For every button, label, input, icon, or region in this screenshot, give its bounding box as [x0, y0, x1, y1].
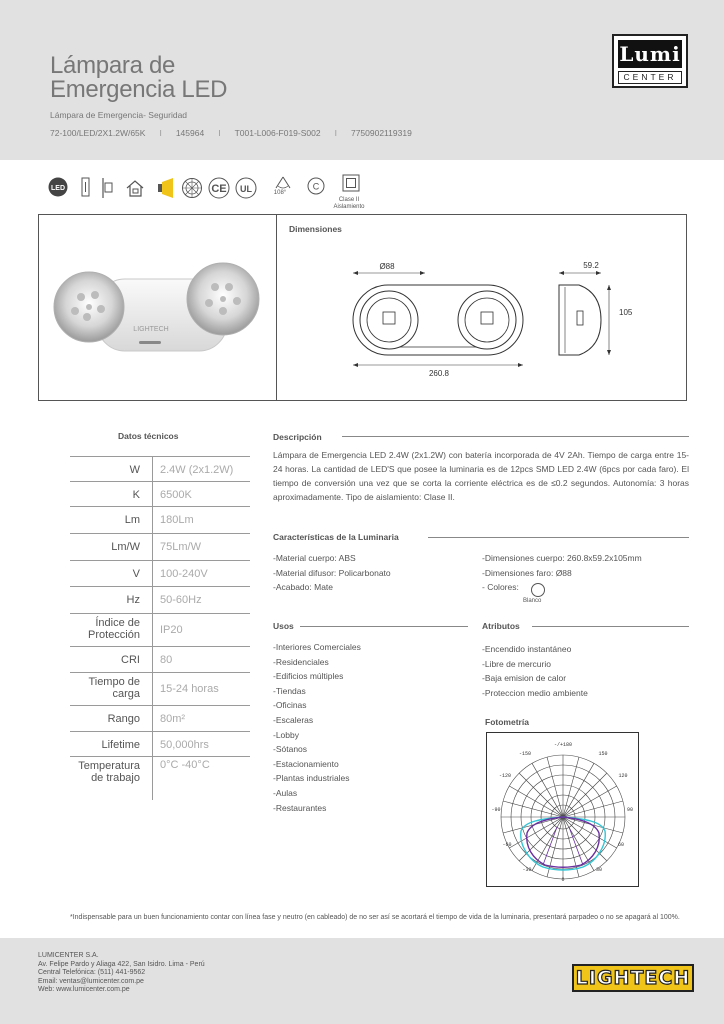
svg-text:CE: CE: [211, 183, 227, 195]
product-brand-mark: LIGHTECH: [133, 326, 169, 333]
spec-row: [70, 672, 250, 705]
photometry-chart: [486, 732, 639, 887]
list-item: - Colores:: [482, 582, 519, 593]
uses-rule: [300, 626, 468, 627]
list-item: -Acabado: Mate: [273, 582, 334, 593]
label-p30: 30: [595, 867, 603, 873]
class-label-line2: Aislamiento: [333, 204, 365, 210]
list-item: -Material difusor: Policarbonato: [273, 567, 391, 578]
spec-value: 75Lm/W: [160, 541, 201, 553]
copyright-icon: [307, 177, 325, 195]
product-codes: [50, 128, 412, 138]
spec-value: 50-60Hz: [160, 594, 202, 606]
spec-value: 100-240V: [160, 568, 208, 580]
photometry-title: Fotometría: [485, 717, 529, 727]
company-address: Av. Felipe Pardo y Aliaga 422, San Isidro. Lima - Perú: [38, 960, 205, 968]
spec-row: [70, 646, 250, 672]
label-m120: -120: [498, 773, 512, 779]
label-180: -/+180: [553, 742, 573, 748]
wall-icon: [100, 176, 118, 200]
page-subtitle: Lámpara de Emergencia- Seguridad: [50, 110, 188, 120]
mounting-icon: [80, 176, 92, 200]
attributes-rule: [532, 626, 689, 627]
product-box: [38, 214, 687, 401]
list-item: -Edificios múltiples: [273, 671, 344, 682]
logo-top-text: Lumi: [619, 42, 681, 66]
box-divider: [276, 215, 277, 400]
description-title: Descripción: [273, 432, 322, 442]
spec-value: 0°C -40°C: [160, 759, 210, 771]
svg-text:LED: LED: [51, 185, 65, 192]
logo-bottom-text: CENTER: [618, 71, 682, 84]
page-title: [50, 54, 227, 102]
spec-key: W: [129, 464, 140, 476]
list-item: -Proteccion medio ambiente: [482, 687, 588, 698]
list-item: -Dimensiones cuerpo: 260.8x59.2x105mm: [482, 553, 642, 563]
list-item: -Encendido instantáneo: [482, 644, 572, 654]
spec-key: Temperatura de trabajo: [78, 760, 140, 784]
list-item: -Lobby: [273, 729, 299, 740]
code-reference: T001-L006-F019-S002: [234, 128, 321, 138]
features-right-list: [482, 551, 642, 595]
footnote: *Indispensable para un buen funcionamiento contar con línea fase y neutro (en cableado) de no ser así se acortará el tiempo de vida de la luminaria, presentará parpadeo o no se apagará al 100%.: [70, 914, 680, 921]
class-ii-icon: [342, 174, 360, 192]
dimensions-title: Dimensiones: [289, 224, 342, 234]
code-separator: I: [334, 128, 337, 138]
beam-icon: [156, 176, 176, 200]
company-name: LUMICENTER S.A.: [38, 952, 99, 959]
label-m60: -60: [502, 842, 512, 848]
spec-row: [70, 456, 250, 481]
spec-key: Lm/W: [111, 541, 140, 553]
spec-row: [70, 756, 250, 789]
class-label-line1: Clase II: [338, 197, 360, 203]
svg-text:UL: UL: [240, 184, 252, 194]
list-item: -Libre de mercurio: [482, 658, 551, 669]
spec-row: [70, 506, 250, 533]
list-item: -Estacionamiento: [273, 758, 339, 769]
spec-value: 80m²: [160, 713, 186, 725]
spec-key: Lm: [124, 514, 140, 526]
spec-row: [70, 560, 250, 586]
features-title: Características de la Luminaria: [273, 532, 399, 542]
list-item: -Interiores Comerciales: [273, 642, 361, 652]
company-email[interactable]: Email: ventas@lumicenter.com.pe: [38, 977, 144, 985]
label-p150: 150: [598, 751, 608, 757]
spec-row: [70, 613, 250, 646]
list-item: -Material cuerpo: ABS: [273, 553, 356, 563]
uses-title: Usos: [273, 621, 294, 631]
color-label: Blanco: [523, 598, 542, 604]
list-item: -Tiendas: [273, 685, 306, 696]
diameter-label: Ø88: [379, 262, 395, 271]
spec-row: [70, 705, 250, 731]
spec-key: K: [132, 489, 140, 501]
list-item: -Baja emision de calor: [482, 673, 567, 684]
description-rule: [342, 436, 689, 437]
spec-key: Rango: [107, 713, 140, 725]
label-0: 0: [561, 877, 565, 883]
list-item: -Oficinas: [273, 700, 307, 711]
list-item: -Restaurantes: [273, 802, 327, 813]
spec-value: 15-24 horas: [160, 683, 219, 695]
spec-key: Lifetime: [101, 739, 140, 751]
attributes-title: Atributos: [482, 621, 520, 631]
spec-row: [70, 586, 250, 613]
label-m150: -150: [518, 751, 532, 757]
color-swatch-white: [531, 583, 545, 597]
polar-diagram: [487, 733, 638, 886]
spec-value: 180Lm: [160, 514, 194, 526]
code-model: 72-100/LED/2X1.2W/65K: [50, 128, 146, 138]
spec-row: [70, 533, 250, 560]
product-photo: [51, 257, 263, 357]
house-icon: [124, 176, 148, 200]
lightech-logo: [572, 964, 694, 992]
spec-key: Tiempo de carga: [88, 676, 140, 700]
specs-title: Datos técnicos: [118, 431, 179, 441]
attributes-list: [482, 642, 588, 700]
features-rule: [428, 537, 689, 538]
lightech-logo-text: LIGHTECH: [575, 967, 691, 989]
company-web[interactable]: Web: www.lumicenter.com.pe: [38, 986, 130, 994]
list-item: -Aulas: [273, 787, 298, 798]
spec-value: 80: [160, 654, 173, 666]
spec-row: [70, 481, 250, 506]
label-m90: -90: [491, 807, 501, 813]
svg-text:C: C: [312, 181, 320, 192]
title-line-1: Lámpara de: [50, 52, 176, 79]
certification-icons: [48, 172, 378, 208]
list-item: -Escaleras: [273, 714, 314, 725]
spec-key: Hz: [126, 594, 140, 606]
height-label: 105: [619, 308, 633, 317]
ce-icon: [208, 177, 230, 199]
spec-key: V: [132, 568, 140, 580]
lumicenter-logo: [612, 34, 688, 88]
led-icon: [48, 177, 68, 197]
code-separator: I: [218, 128, 221, 138]
spec-row: [70, 731, 250, 756]
angle-label: 108°: [273, 190, 287, 196]
label-p60: 60: [617, 842, 625, 848]
list-item: -Residenciales: [273, 656, 329, 667]
list-item: -Dimensiones faro: Ø88: [482, 567, 572, 578]
spec-value: 2.4W (2x1.2W): [160, 464, 234, 476]
label-p120: 120: [618, 773, 628, 779]
list-item: -Sótanos: [273, 744, 308, 755]
spec-value: 6500K: [160, 489, 192, 501]
lens-icon: [181, 177, 203, 199]
code-separator: I: [159, 128, 162, 138]
ul-icon: [235, 177, 257, 199]
code-item: 145964: [175, 128, 205, 138]
uses-list: [273, 640, 361, 815]
dimensions-drawing: [339, 255, 633, 385]
title-line-2: Emergencia LED: [50, 76, 228, 103]
company-phone: Central Telefónica: (511) 441-9562: [38, 969, 146, 977]
spec-key: CRI: [121, 654, 140, 666]
contact-block: [38, 952, 205, 995]
spec-key: Índice de Protección: [88, 617, 140, 641]
width-label: 260.8: [428, 369, 450, 378]
label-p90: 90: [626, 807, 634, 813]
label-m30: -30: [522, 867, 532, 873]
class-label: [330, 197, 368, 211]
list-item: -Plantas industriales: [273, 773, 350, 784]
depth-label: 59.2: [583, 261, 599, 270]
features-left-list: [273, 551, 391, 595]
spec-value: IP20: [160, 624, 183, 636]
description-text: Lámpara de Emergencia LED 2.4W (2x1.2W) con batería incorporada de 4V 2Ah. Tiempo de carga entre 15-24 horas. La cantidad de LED'S que posee la luminaria es de 12pcs SMD LED 2.4W (6pcs por cada faro). El tiempo de conversión una vez que se corta la corriente eléctrica es de ≤0.2 segundos. Autonomía: 3 horas aproximadamente. Tipo de aislamiento: Clase II.: [273, 450, 689, 502]
code-barcode: 7750902119319: [350, 128, 412, 138]
spec-value: 50,000hrs: [160, 739, 209, 751]
